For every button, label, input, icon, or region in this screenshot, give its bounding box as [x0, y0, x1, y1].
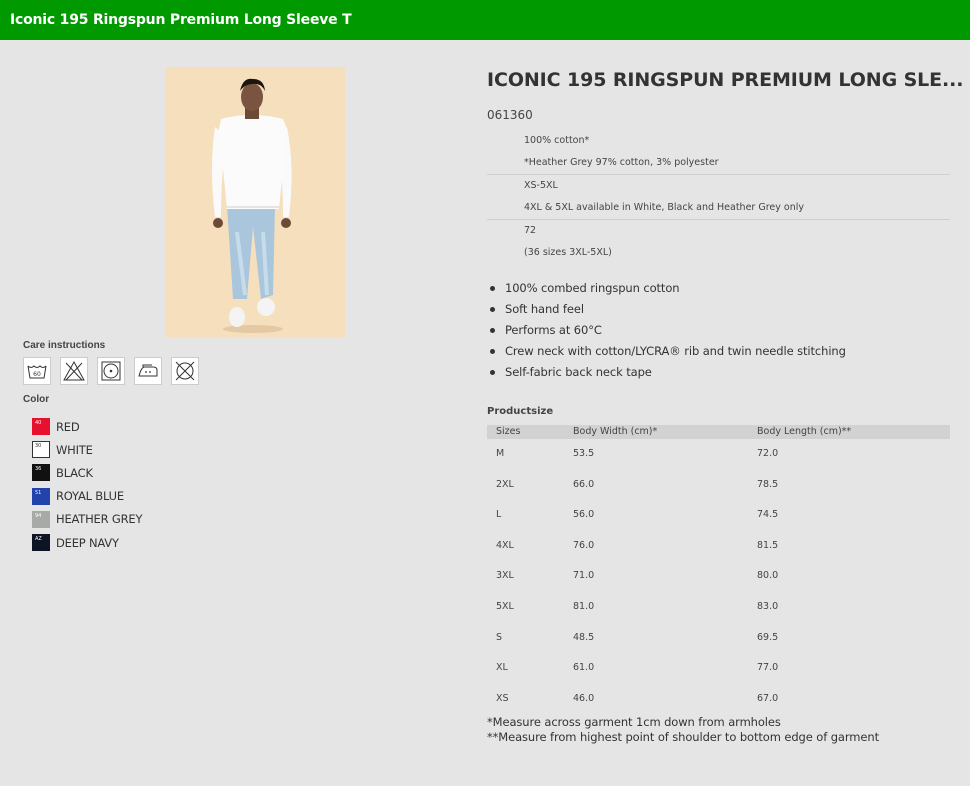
color-option[interactable]	[32, 485, 142, 508]
body-length-cell: 80.0	[757, 570, 779, 582]
spec-line: XS-5XL	[524, 180, 558, 191]
feature-item: 100% combed ringspun cotton	[487, 278, 846, 299]
body-width-cell: 53.5	[573, 448, 595, 459]
feature-item: Performs at 60°C	[487, 320, 846, 341]
tumble-dry-icon	[97, 357, 125, 385]
body-length-cell: 81.5	[757, 539, 779, 551]
spec-table	[487, 130, 950, 264]
color-name: DEEP NAVY	[56, 535, 119, 550]
no-bleach-icon	[60, 357, 88, 385]
body-length-cell: 67.0	[757, 692, 779, 704]
size-table-title: Productsize	[487, 406, 554, 417]
body-width-cell: 61.0	[573, 662, 595, 674]
color-swatch[interactable]	[32, 418, 50, 435]
color-code: 30	[35, 443, 42, 450]
color-name: HEATHER GREY	[56, 512, 143, 527]
body-width-cell: 48.5	[573, 631, 595, 643]
color-code: 51	[35, 489, 42, 496]
size-row	[487, 531, 950, 562]
color-name: BLACK	[56, 465, 93, 480]
feature-item: Crew neck with cotton/LYCRA® rib and twin needle stitching	[487, 341, 846, 362]
feature-list	[487, 278, 846, 383]
color-swatch[interactable]	[32, 488, 50, 505]
product-photo	[165, 67, 345, 337]
body-width-cell: 56.0	[573, 509, 595, 521]
care-icons	[23, 357, 199, 385]
footnote-length: **Measure from highest point of shoulder to bottom edge of garment	[487, 730, 879, 744]
color-list	[32, 415, 142, 554]
size-cell: 3XL	[496, 570, 514, 582]
color-name: ROYAL BLUE	[56, 489, 124, 504]
body-length-cell: 78.5	[757, 478, 779, 490]
color-name: WHITE	[56, 442, 93, 457]
color-option[interactable]	[32, 415, 142, 438]
color-code: AZ	[35, 536, 42, 543]
body-length-cell: 74.5	[757, 509, 779, 521]
footnote-width: *Measure across garment 1cm down from armholes	[487, 715, 781, 729]
size-row	[487, 653, 950, 684]
size-row	[487, 470, 950, 501]
no-dry-clean-icon	[171, 357, 199, 385]
svg-text:60: 60	[33, 371, 41, 378]
size-header-sizes: Sizes	[496, 426, 521, 437]
product-title: ICONIC 195 RINGSPUN PREMIUM LONG SLE...	[487, 69, 964, 91]
size-cell: XS	[496, 692, 509, 704]
feature-item: Self-fabric back neck tape	[487, 362, 846, 383]
color-code: 40	[35, 420, 42, 427]
body-length-cell: 72.0	[757, 448, 779, 459]
color-swatch[interactable]	[32, 511, 50, 528]
size-header-width: Body Width (cm)*	[573, 426, 658, 437]
color-name: RED	[56, 419, 80, 434]
body-width-cell: 81.0	[573, 600, 595, 612]
body-width-cell: 66.0	[573, 478, 595, 490]
color-option[interactable]	[32, 531, 142, 554]
spec-group	[487, 220, 950, 264]
size-row	[487, 592, 950, 623]
page-header	[0, 0, 970, 40]
size-row	[487, 684, 950, 715]
size-table	[487, 425, 950, 714]
body-width-cell: 46.0	[573, 692, 595, 704]
color-option[interactable]	[32, 438, 142, 461]
size-row	[487, 439, 950, 470]
feature-item: Soft hand feel	[487, 299, 846, 320]
color-code: 94	[35, 512, 42, 519]
body-width-cell: 76.0	[573, 539, 595, 551]
size-row	[487, 500, 950, 531]
body-length-cell: 69.5	[757, 631, 779, 643]
spec-group	[487, 175, 950, 220]
body-width-cell: 71.0	[573, 570, 595, 582]
iron-icon	[134, 357, 162, 385]
color-option[interactable]	[32, 461, 142, 484]
size-row	[487, 561, 950, 592]
color-swatch[interactable]	[32, 534, 50, 551]
size-cell: XL	[496, 662, 508, 674]
spec-line: (36 sizes 3XL-5XL)	[524, 247, 612, 258]
size-row	[487, 623, 950, 654]
size-cell: 2XL	[496, 478, 514, 490]
spec-group	[487, 130, 950, 175]
spec-line: 72	[524, 225, 537, 236]
size-table-header	[487, 425, 950, 439]
spec-line: 4XL & 5XL available in White, Black and Heather Grey only	[524, 202, 804, 213]
body-length-cell: 77.0	[757, 662, 779, 674]
wash-60-icon	[23, 357, 51, 385]
care-instructions-title: Care instructions	[23, 340, 106, 351]
spec-line: 100% cotton*	[524, 135, 590, 146]
spec-line: *Heather Grey 97% cotton, 3% polyester	[524, 157, 719, 168]
body-length-cell: 83.0	[757, 600, 779, 612]
size-cell: M	[496, 448, 505, 459]
size-cell: L	[496, 509, 502, 521]
color-swatch[interactable]	[32, 441, 50, 458]
size-cell: S	[496, 631, 503, 643]
color-option[interactable]	[32, 508, 142, 531]
size-header-length: Body Length (cm)**	[757, 426, 852, 437]
size-cell: 5XL	[496, 600, 514, 612]
header-title: Iconic 195 Ringspun Premium Long Sleeve T	[10, 12, 352, 28]
size-table-body	[487, 439, 950, 714]
size-cell: 4XL	[496, 539, 514, 551]
color-code: 36	[35, 466, 42, 473]
color-swatch[interactable]	[32, 464, 50, 481]
color-title: Color	[23, 394, 50, 405]
product-sku: 061360	[487, 108, 533, 122]
